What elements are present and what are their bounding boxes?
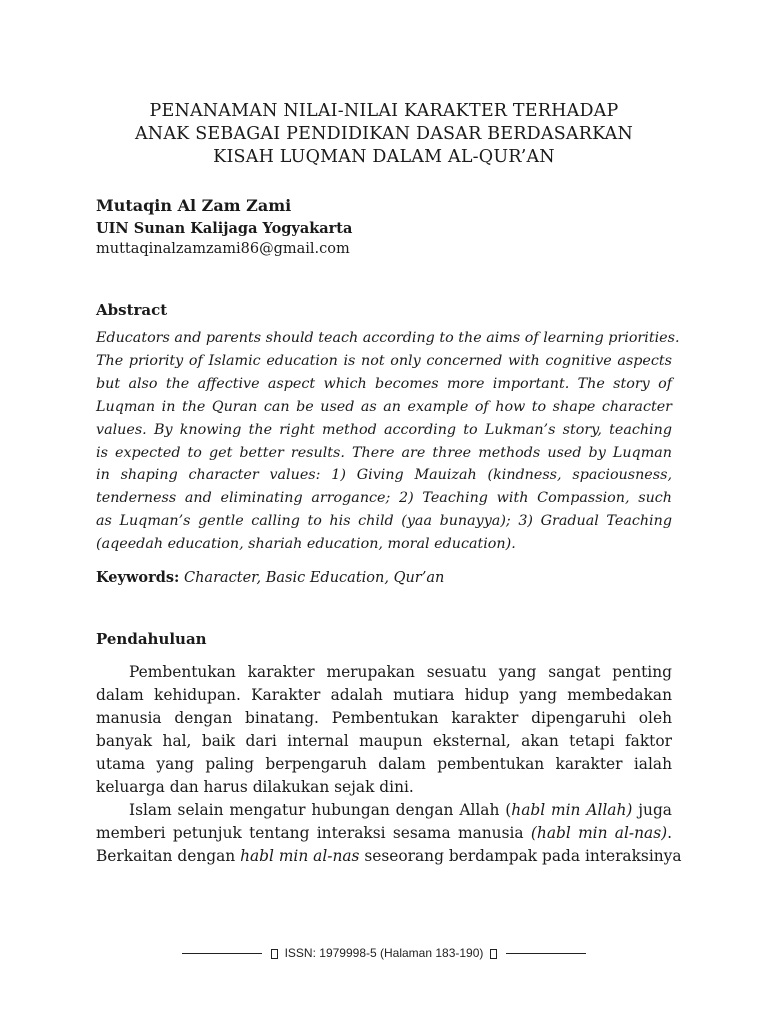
footer-rule-left [182, 953, 262, 954]
keywords-label: Keywords: [96, 569, 180, 587]
abstract-line: is expected to get better results. There are three methods used by Luqman [96, 444, 672, 461]
body-line [96, 822, 672, 845]
abstract-line: Luqman in the Quran can be used as an example of how to shape character [96, 398, 672, 415]
body-italic-run: habl min Allah) [511, 801, 633, 820]
footer-rule-right [506, 953, 586, 954]
body-italic-run: habl min al-nas [240, 847, 360, 866]
body-text-run: seseorang berdampak pada interaksinya [359, 847, 682, 866]
abstract-text [96, 327, 680, 556]
abstract-heading: Abstract [96, 301, 168, 319]
keywords-value: Character, Basic Education, Qur’an [184, 570, 445, 587]
abstract-line: (aqeedah education, shariah education, moral education). [96, 536, 516, 553]
keywords [96, 567, 672, 589]
body-text-run: memberi petunjuk tentang interaksi sesama manusia [96, 824, 531, 843]
footer-issn-text: ISSN: 1979998-5 (Halaman 183-190) [284, 946, 484, 960]
paper-page [96, 100, 682, 868]
paper-title [96, 100, 672, 169]
footer-box-glyph [490, 949, 497, 959]
author-affiliation: UIN Sunan Kalijaga Yogyakarta [96, 220, 353, 237]
body-line [96, 799, 672, 822]
body-text-run: Berkaitan dengan [96, 847, 241, 866]
abstract-line: but also the affective aspect which becomes more important. The story of [96, 375, 672, 392]
intro-heading: Pendahuluan [96, 630, 207, 649]
body-line: Pembentukan karakter merupakan sesuatu yang sangat penting [129, 663, 672, 682]
body-line: utama yang paling berpengaruh dalam pembentukan karakter ialah [96, 755, 672, 774]
abstract-line: as Luqman’s gentle calling to his child (yaa bunayya); 3) Gradual Teaching [96, 513, 672, 530]
abstract-line: The priority of Islamic education is not only concerned with cognitive aspects [96, 352, 672, 369]
body-line [96, 845, 682, 868]
author-email: muttaqinalzamzami86@gmail.com [96, 241, 350, 257]
title-line-1: PENANAMAN NILAI-NILAI KARAKTER TERHADAP [149, 101, 619, 121]
abstract-line: in shaping character values: 1) Giving Mauizah (kindness, spaciousness, [96, 467, 672, 484]
intro-body [96, 661, 682, 868]
abstract-line: tenderness and eliminating arrogance; 2) Teaching with Compassion, such [96, 490, 672, 507]
footer-box-glyph [271, 949, 278, 959]
body-line: banyak hal, baik dari internal maupun eksternal, akan tetapi faktor [96, 732, 672, 751]
author-name: Mutaqin Al Zam Zami [96, 196, 292, 215]
body-line: dalam kehidupan. Karakter adalah mutiara hidup yang membedakan [96, 686, 672, 705]
body-line: manusia dengan binatang. Pembentukan karakter dipengaruhi oleh [96, 709, 672, 728]
page-footer [0, 946, 768, 960]
body-italic-run: (habl min al-nas) [530, 824, 668, 843]
title-line-3: KISAH LUQMAN DALAM AL-QUR’AN [213, 147, 555, 167]
body-line: keluarga dan harus dilakukan sejak dini. [96, 778, 414, 797]
body-text-run: . [667, 824, 672, 843]
abstract-line: values. By knowing the right method according to Lukman’s story, teaching [96, 421, 672, 438]
body-text-run: juga [632, 801, 672, 820]
title-line-2: ANAK SEBAGAI PENDIDIKAN DASAR BERDASARKAN [134, 124, 634, 144]
abstract-line: Educators and parents should teach according to the aims of learning priorities. [96, 330, 680, 346]
body-text-run: Islam selain mengatur hubungan dengan Allah ( [129, 801, 512, 820]
